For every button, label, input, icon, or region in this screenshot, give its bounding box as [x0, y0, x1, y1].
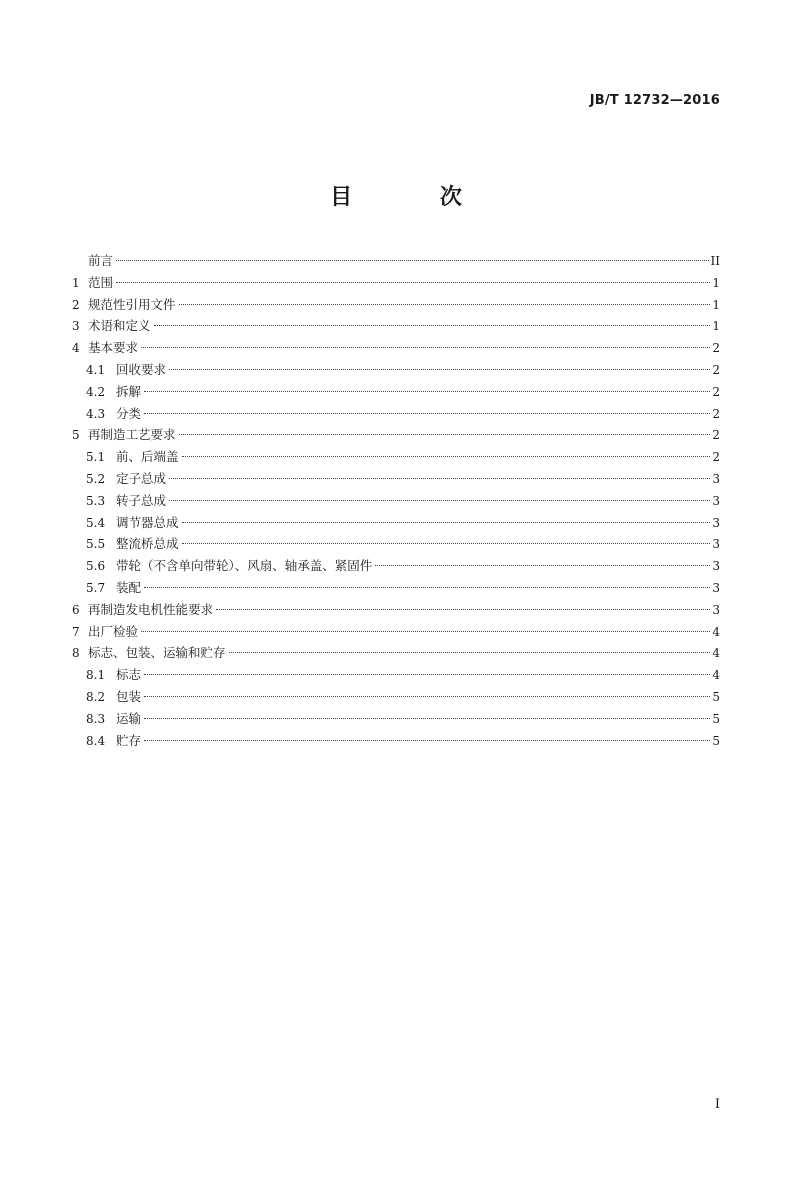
toc-dot-leader: [169, 369, 710, 370]
table-of-contents: [72, 250, 720, 751]
toc-entry-label: 回收要求: [116, 361, 167, 377]
toc-entry-page: 3: [712, 559, 720, 574]
toc-dot-leader: [144, 718, 710, 719]
toc-entry[interactable]: [72, 642, 720, 664]
toc-entry-page: 3: [712, 537, 720, 552]
toc-entry-page: 2: [712, 428, 720, 443]
toc-entry-number: 8.1: [86, 668, 106, 683]
toc-entry-page: 3: [712, 493, 720, 508]
toc-dot-leader: [144, 674, 710, 675]
toc-dot-leader: [182, 543, 710, 544]
toc-entry-number: 5.1: [86, 450, 106, 465]
toc-entry-page: 4: [712, 646, 720, 661]
toc-dot-leader: [144, 740, 710, 741]
toc-entry-page: 2: [712, 450, 720, 465]
toc-entry-page: 5: [712, 711, 720, 726]
toc-entry-number: 5.4: [86, 515, 106, 530]
toc-entry-page: 4: [712, 668, 720, 683]
toc-entry-label: 前言: [88, 253, 114, 268]
toc-entry[interactable]: [72, 272, 720, 294]
toc-entry[interactable]: [72, 730, 720, 752]
toc-dot-leader: [182, 522, 710, 523]
toc-entry-label: 拆解: [116, 383, 142, 399]
toc-entry-page: 5: [712, 689, 720, 704]
toc-dot-leader: [141, 631, 710, 632]
toc-entry-page: 3: [712, 602, 720, 617]
toc-dot-leader: [116, 260, 709, 261]
toc-dot-leader: [141, 347, 710, 348]
toc-entry[interactable]: [72, 555, 720, 577]
toc-entry-number: 5.2: [86, 471, 106, 486]
toc-entry-number: 5.6: [86, 559, 106, 574]
toc-entry-label: 分类: [116, 405, 142, 421]
toc-entry-page: 3: [712, 580, 720, 595]
toc-entry-number: 4.2: [86, 384, 106, 399]
page-title: 目 次: [330, 185, 502, 210]
toc-entry[interactable]: [72, 708, 720, 730]
toc-entry[interactable]: [72, 315, 720, 337]
toc-entry-number: 5.7: [86, 580, 106, 595]
toc-entry[interactable]: [72, 403, 720, 425]
toc-entry[interactable]: [72, 468, 720, 490]
toc-entry-number: 4.1: [86, 362, 106, 377]
toc-dot-leader: [179, 434, 710, 435]
toc-entry-page: 2: [712, 384, 720, 399]
toc-entry-page: 2: [712, 341, 720, 356]
toc-entry[interactable]: [72, 512, 720, 534]
toc-entry-page: 1: [712, 319, 720, 334]
toc-entry-page: 1: [712, 275, 720, 290]
toc-entry-number: 8.2: [86, 689, 106, 704]
toc-entry-number: 6: [72, 602, 80, 617]
standard-number: JB/T 12732—2016: [589, 93, 720, 108]
toc-dot-leader: [182, 456, 710, 457]
toc-entry-label: 运输: [116, 710, 142, 726]
toc-dot-leader: [144, 391, 710, 392]
toc-entry-number: 5.3: [86, 493, 106, 508]
toc-entry[interactable]: [72, 664, 720, 686]
toc-entry[interactable]: [72, 621, 720, 643]
toc-entry[interactable]: [72, 250, 720, 272]
toc-entry-number: 8.3: [86, 711, 106, 726]
page-number: I: [714, 1097, 720, 1112]
toc-entry[interactable]: [72, 446, 720, 468]
toc-entry-number: 3: [72, 319, 80, 334]
toc-entry[interactable]: [72, 424, 720, 446]
toc-entry-label: 带轮（不含单向带轮）、风扇、轴承盖、紧固件: [116, 558, 373, 574]
toc-entry-label: 装配: [116, 579, 142, 595]
toc-dot-leader: [116, 282, 710, 283]
toc-entry-page: 2: [712, 362, 720, 377]
toc-dot-leader: [229, 652, 710, 653]
toc-entry-label: 定子总成: [116, 470, 167, 486]
toc-entry-label: 调节器总成: [116, 514, 179, 530]
toc-entry-label: 转子总成: [116, 492, 167, 508]
toc-entry-label: 术语和定义: [88, 318, 151, 334]
toc-entry[interactable]: [72, 599, 720, 621]
toc-entry[interactable]: [72, 359, 720, 381]
toc-dot-leader: [169, 478, 710, 479]
toc-entry-number: 1: [72, 275, 80, 290]
toc-entry-page: 1: [712, 297, 720, 312]
toc-entry-label: 再制造工艺要求: [88, 427, 176, 443]
toc-entry-page: 4: [712, 624, 720, 639]
toc-entry-number: 4.3: [86, 406, 106, 421]
toc-entry-number: 8: [72, 646, 80, 661]
toc-entry-number: 8.4: [86, 733, 106, 748]
toc-dot-leader: [216, 609, 710, 610]
toc-dot-leader: [179, 304, 710, 305]
toc-entry-label: 标志: [116, 667, 142, 683]
toc-entry-label: 整流桥总成: [116, 536, 179, 552]
toc-entry-page: II: [710, 254, 720, 268]
toc-entry[interactable]: [72, 686, 720, 708]
toc-entry-page: 5: [712, 733, 720, 748]
toc-dot-leader: [144, 696, 710, 697]
toc-entry[interactable]: [72, 490, 720, 512]
toc-entry-label: 前、后端盖: [116, 449, 179, 465]
toc-dot-leader: [154, 325, 710, 326]
toc-entry-page: 3: [712, 515, 720, 530]
toc-entry-label: 再制造发电机性能要求: [88, 601, 214, 617]
toc-entry-number: 7: [72, 624, 80, 639]
toc-entry[interactable]: [72, 294, 720, 316]
toc-entry-number: 4: [72, 341, 80, 356]
toc-entry-page: 2: [712, 406, 720, 421]
toc-entry-label: 贮存: [116, 732, 142, 748]
toc-dot-leader: [169, 500, 710, 501]
toc-entry-label: 范围: [88, 274, 114, 290]
toc-entry[interactable]: [72, 577, 720, 599]
toc-entry[interactable]: [72, 381, 720, 403]
toc-dot-leader: [144, 413, 710, 414]
toc-entry-number: 2: [72, 297, 80, 312]
toc-entry-number: 5: [72, 428, 80, 443]
toc-dot-leader: [375, 565, 710, 566]
toc-entry-page: 3: [712, 471, 720, 486]
toc-entry-label: 标志、包装、运输和贮存: [88, 645, 226, 661]
toc-entry-label: 包装: [116, 688, 142, 704]
toc-entry[interactable]: [72, 533, 720, 555]
toc-entry[interactable]: [72, 337, 720, 359]
toc-entry-label: 出厂检验: [88, 623, 139, 639]
toc-entry-number: 5.5: [86, 537, 106, 552]
toc-entry-label: 规范性引用文件: [88, 296, 176, 312]
toc-entry-label: 基本要求: [88, 340, 139, 356]
toc-dot-leader: [144, 587, 710, 588]
